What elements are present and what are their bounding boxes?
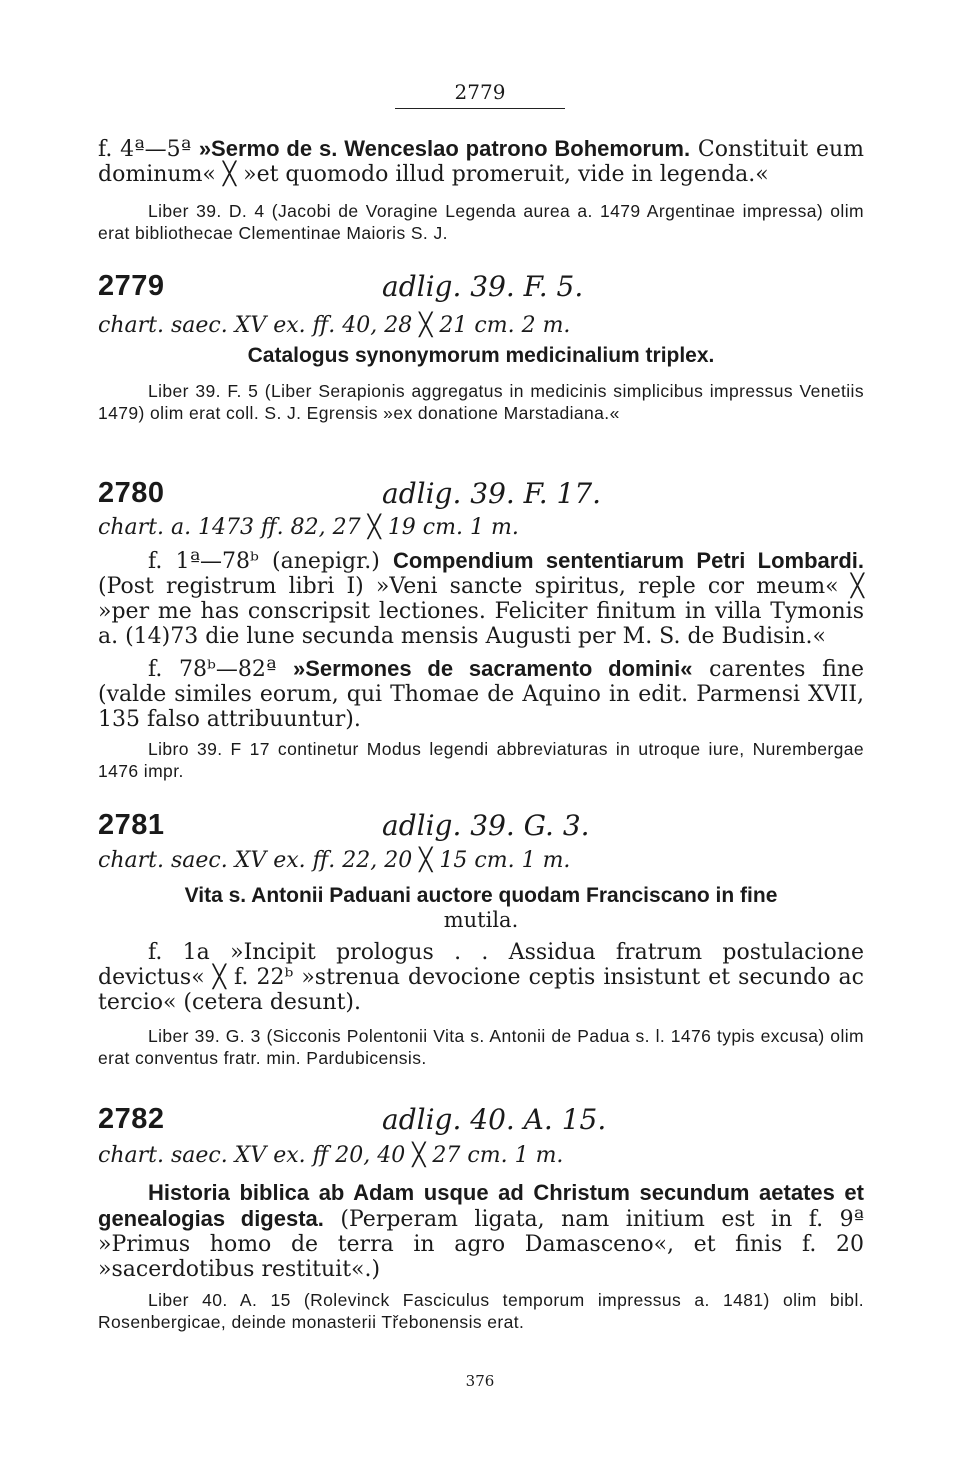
entry-para2 — [98, 656, 864, 732]
entry-para1 — [98, 548, 864, 649]
entry-para-block — [98, 940, 864, 1015]
entry-para1-title: Compendium sententiarum Petri Lombardi. — [393, 548, 865, 573]
entry-note: Liber 40. A. 15 (Rolevinck Fasciculus temporum impressus a. 1481) olim bibl. Rosenbergicae, deinde monasterii Třebonensis erat. — [98, 1290, 864, 1332]
entry-para: f. 1a »Incipit prologus . . Assidua fratrum postulacione devictus« ╳ f. 22ᵇ »strenua devocione ceptis insistunt et secundo ac tercio« (cetera desunt). — [98, 940, 864, 1015]
entry-para2-ref: f. 78ᵇ—82ª — [148, 657, 277, 682]
entry-title-rest: (Perperam ligata, nam initium est in f. 9ª »Primus homo de terra in agro Damasceno«, et finis f. 20 »sacerdotibus restituit«.) — [98, 1207, 865, 1282]
entry-note-block — [98, 380, 864, 424]
entry-shelfmark: adlig. 39. G. 3. — [382, 809, 590, 842]
entry-para2-rest: carentes fine (valde similes eorum, qui Thomae de Aquino in edit. Parmensi XVII, 135 falso attribuuntur). — [98, 657, 865, 732]
entry-shelfmark: adlig. 39. F. 5. — [382, 270, 584, 303]
entry-description: chart. saec. XV ex. ff 20, 40 ╳ 27 cm. 1 m. — [98, 1143, 564, 1168]
entry-para2-title: »Sermones de sacramento domini« — [292, 656, 693, 681]
entry-description: chart. a. 1473 ff. 82, 27 ╳ 19 cm. 1 m. — [98, 515, 519, 540]
entry-title-block — [98, 1180, 864, 1282]
entry-number: 2782 — [98, 1103, 165, 1135]
preamble-rest: Constituit eum dominum« ╳ »et quomodo illud promeruit, vide in legenda.« — [98, 137, 864, 187]
entry-title: Catalogus synonymorum medicinalium triplex. — [247, 344, 715, 367]
entry-para2-block — [98, 656, 864, 732]
entry-number: 2780 — [98, 477, 165, 509]
preamble-text — [98, 136, 864, 187]
entry-note: Libro 39. F 17 continetur Modus legendi abbreviaturas in utroque iure, Nurembergae 1476 impr. — [98, 739, 864, 781]
entry-title-line1: Vita s. Antonii Paduani auctore quodam Franciscano in fine — [184, 884, 778, 907]
preamble-folio-ref: f. 4ª—5ª — [98, 137, 192, 162]
entry-number: 2779 — [98, 270, 165, 302]
entry-description: chart. saec. XV ex. ff. 40, 28 ╳ 21 cm. 2 m. — [98, 313, 571, 338]
entry-note: Liber 39. G. 3 (Sicconis Polentonii Vita s. Antonii de Padua s. l. 1476 typis excusa) olim erat conventus fratr. min. Pardubicensis. — [98, 1026, 864, 1068]
entry-number: 2781 — [98, 809, 165, 841]
running-head: 2779 — [454, 80, 506, 104]
entry-note-block — [98, 1289, 864, 1333]
entry-title: Historia biblica ab Adam usque ad Christum secundum aetates et genealogias digesta. — [98, 1180, 864, 1231]
header-rule — [395, 108, 565, 109]
entry-shelfmark: adlig. 40. A. 15. — [382, 1103, 607, 1136]
preamble-note-block — [98, 200, 864, 244]
entry-shelfmark: adlig. 39. F. 17. — [382, 477, 602, 510]
preamble-title: »Sermo de s. Wenceslao patrono Bohemorum. — [198, 136, 691, 161]
entry-note-block — [98, 738, 864, 782]
preamble-block — [98, 136, 864, 187]
page-number: 376 — [465, 1372, 495, 1390]
preamble-note: Liber 39. D. 4 (Jacobi de Voragine Legenda aurea a. 1479 Argentinae impressa) olim erat bibliothecae Clementinae Maioris S. J. — [98, 201, 864, 243]
entry-para1-block — [98, 548, 864, 649]
entry-para1-ref: f. 1ª—78ᵇ (anepigr.) — [148, 549, 380, 574]
entry-title-line2: mutila. — [443, 908, 519, 932]
entry-note: Liber 39. F. 5 (Liber Serapionis aggregatus in medicinis simplicibus impressus Venetiis 1479) olim erat coll. S. J. Egrensis »ex donatione Marstadiana.« — [98, 381, 864, 423]
entry-note-block — [98, 1025, 864, 1069]
entry-description: chart. saec. XV ex. ff. 22, 20 ╳ 15 cm. 1 m. — [98, 848, 571, 873]
entry-para1-rest: (Post registrum libri I) »Veni sancte spiritus, reple cor meum« ╳ »per me has conscripsit lectiones. Feliciter finitum in villa Tymonis a. (14)73 die lune secunda mensis Augusti per M. S. de Budisin.« — [98, 574, 864, 649]
entry-title-para — [98, 1180, 864, 1282]
